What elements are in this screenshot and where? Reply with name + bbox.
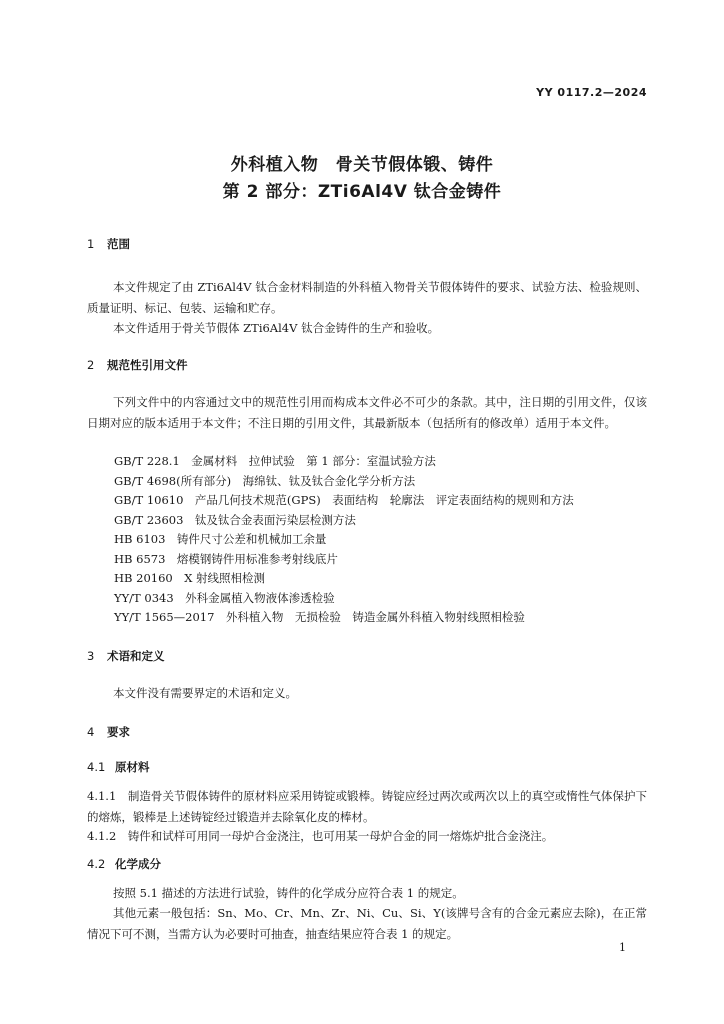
subsection-title: 原材料: [115, 760, 150, 774]
section-number: 3: [87, 649, 95, 663]
section-title: 要求: [107, 725, 130, 739]
section-title: 范围: [107, 237, 130, 251]
reference-item: GB/T 23603 钛及钛合金表面污染层检测方法: [114, 513, 356, 527]
clause-text: 铸件和试样可用同一母炉合金浇注，也可用某一母炉合金的同一熔炼炉批合金浇注。: [127, 829, 554, 843]
subsection-4-2-paragraph-2: 其他元素一般包括：Sn、Mo、Cr、Mn、Zr、Ni、Cu、Si、Y(该牌号含有的合金元素应去除)，在正常情况下可不测，当需方认为必要时可抽查，抽查结果应符合表 1 的规定。: [87, 906, 647, 941]
subsection-number: 4.1: [87, 760, 106, 774]
section-1-paragraph-2: 本文件适用于骨关节假体 ZTi6Al4V 钛合金铸件的生产和验收。: [113, 321, 440, 335]
section-title: 术语和定义: [107, 649, 165, 663]
reference-item: GB/T 228.1 金属材料 拉伸试验 第 1 部分：室温试验方法: [114, 454, 436, 468]
standard-code: YY 0117.2—2024: [536, 86, 647, 99]
section-title: 规范性引用文件: [107, 358, 188, 372]
section-4-heading: [87, 724, 130, 740]
section-1-paragraph-1: 本文件规定了由 ZTi6Al4V 钛合金材料制造的外科植入物骨关节假体铸件的要求、试验方法、检验规则、质量证明、标记、包装、运输和贮存。: [87, 280, 647, 315]
section-number: 2: [87, 358, 95, 372]
section-2-heading: [87, 357, 188, 373]
clause-number: 4.1.1: [87, 789, 117, 803]
clause-4-1-1: [87, 786, 647, 827]
reference-item: HB 6573 熔模钢铸件用标准参考射线底片: [114, 552, 338, 566]
section-2-paragraph-1: 下列文件中的内容通过文中的规范性引用而构成本文件必不可少的条款。其中，注日期的引用文件，仅该日期对应的版本适用于本文件；不注日期的引用文件，其最新版本（包括所有的修改单）适用于本文件。: [87, 395, 647, 430]
section-3-heading: [87, 648, 165, 664]
subsection-4-1-heading: [87, 759, 150, 775]
reference-item: GB/T 4698(所有部分) 海绵钛、钛及钛合金化学分析方法: [114, 474, 416, 488]
section-number: 1: [87, 237, 95, 251]
reference-item: HB 20160 X 射线照相检测: [114, 571, 266, 585]
clause-text: 制造骨关节假体铸件的原材料应采用铸锭或锻棒。铸锭应经过两次或两次以上的真空或惰性气体保护下的熔炼，锻棒是上述铸锭经过锻造并去除氧化皮的棒材。: [87, 789, 647, 824]
reference-item: YY/T 1565—2017 外科植入物 无损检验 铸造金属外科植入物射线照相检验: [114, 610, 525, 624]
reference-item: YY/T 0343 外科金属植入物液体渗透检验: [114, 591, 335, 605]
section-3-paragraph-1: 本文件没有需要界定的术语和定义。: [113, 686, 297, 700]
subsection-4-2-heading: [87, 856, 161, 872]
page-number: 1: [619, 941, 626, 954]
reference-item: HB 6103 铸件尺寸公差和机械加工余量: [114, 532, 327, 546]
subsection-title: 化学成分: [115, 857, 161, 871]
document-title-line2: 第 2 部分：ZTi6Al4V 钛合金铸件: [222, 182, 502, 202]
subsection-number: 4.2: [87, 857, 106, 871]
document-title-line1: 外科植入物 骨关节假体锻、铸件: [230, 155, 494, 175]
clause-4-1-2: [87, 826, 647, 847]
section-number: 4: [87, 725, 95, 739]
clause-number: 4.1.2: [87, 829, 117, 843]
section-1-heading: [87, 236, 130, 252]
reference-item: GB/T 10610 产品几何技术规范(GPS) 表面结构 轮廓法 评定表面结构的规则和方法: [114, 493, 574, 507]
subsection-4-2-paragraph-1: 按照 5.1 描述的方法进行试验，铸件的化学成分应符合表 1 的规定。: [113, 886, 464, 900]
